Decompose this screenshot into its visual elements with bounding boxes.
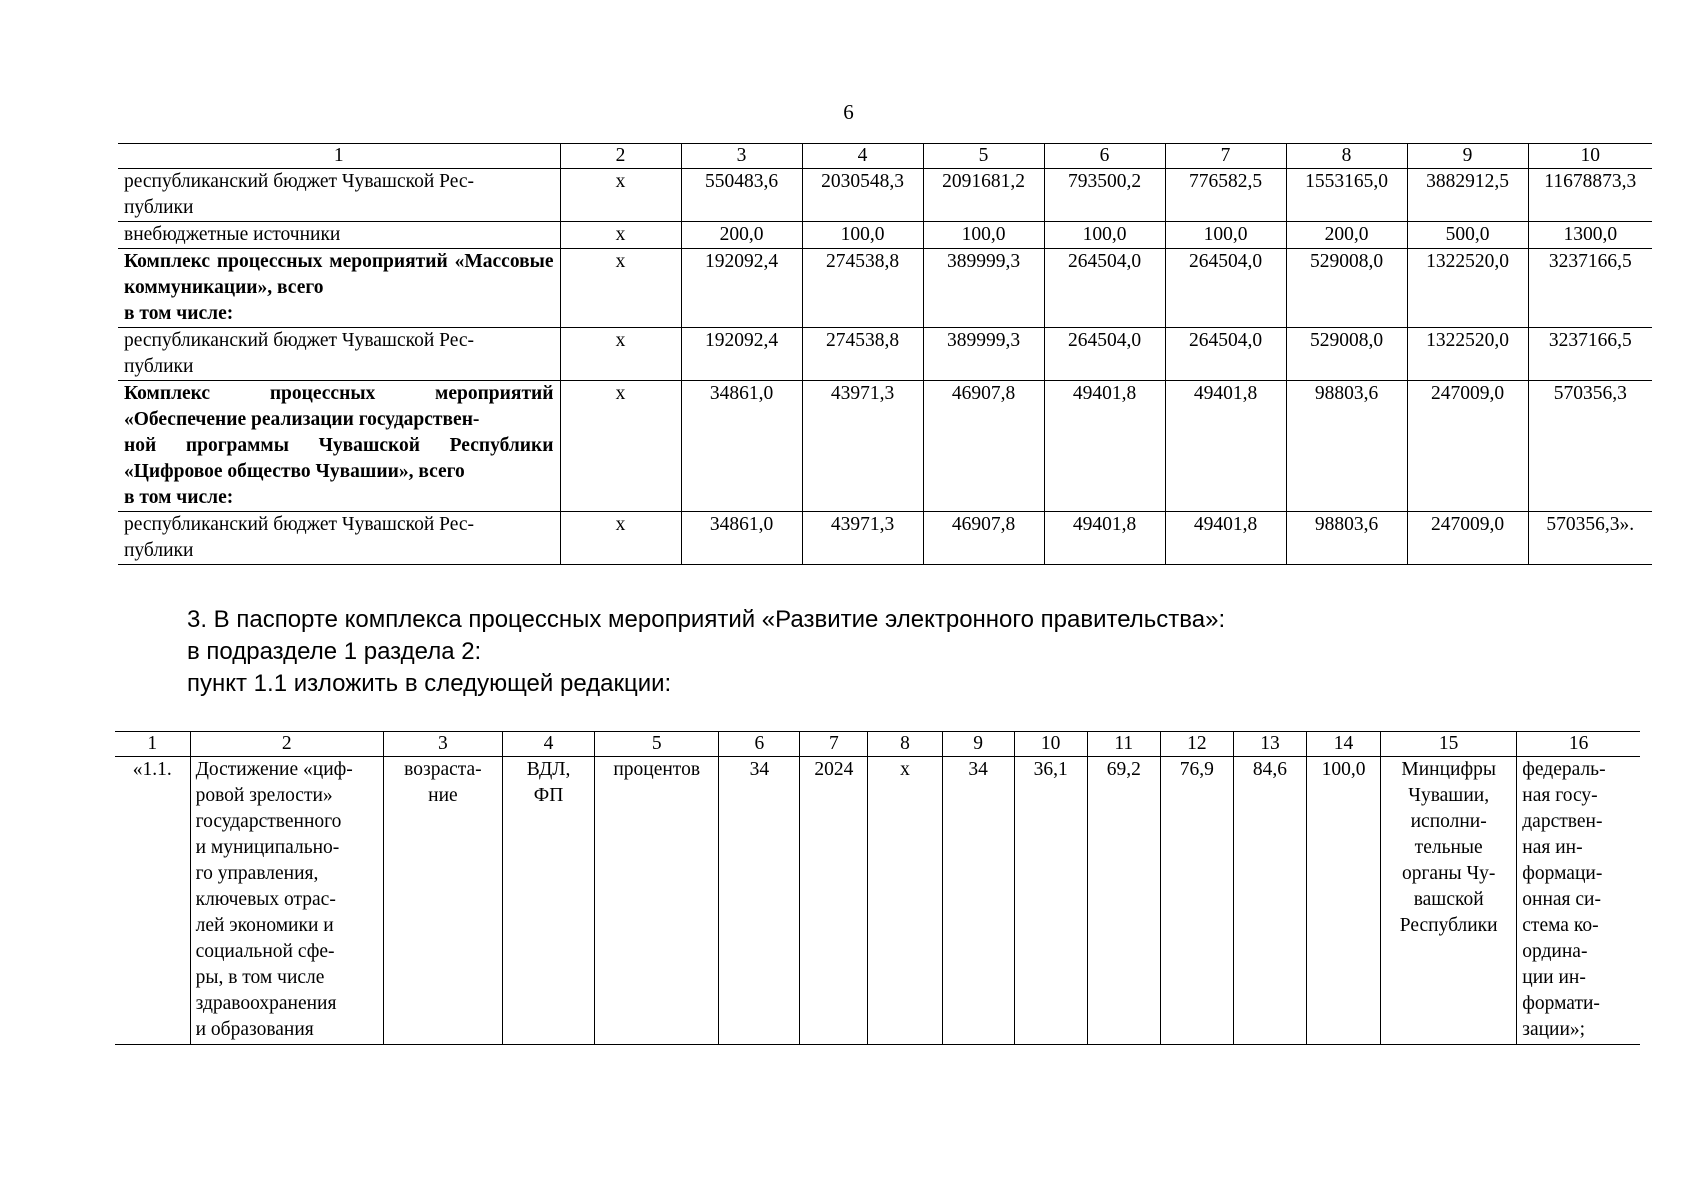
amount-cell: 570356,3».	[1528, 512, 1652, 565]
column-header: 6	[719, 732, 800, 757]
column-header: 3	[383, 732, 502, 757]
value-cell: 34	[942, 757, 1014, 1045]
amount-cell: 43971,3	[802, 381, 923, 512]
value-cell: 34	[719, 757, 800, 1045]
marker-cell: х	[560, 512, 681, 565]
amount-cell: 43971,3	[802, 512, 923, 565]
column-header: 5	[923, 144, 1044, 169]
row-label: Комплекс процессных мероприятий «Массовые коммуникации», всего в том числе:	[118, 249, 560, 328]
indicator-table	[115, 731, 1640, 1045]
paragraph: в подразделе 1 раздела 2:	[187, 638, 482, 665]
amount-cell: 793500,2	[1044, 169, 1165, 222]
column-header: 8	[1286, 144, 1407, 169]
column-header: 4	[802, 144, 923, 169]
value-cell: 76,9	[1160, 757, 1233, 1045]
amount-cell: 100,0	[1165, 222, 1286, 249]
table-header-row	[115, 732, 1640, 757]
table-row	[118, 249, 1652, 328]
amount-cell: 247009,0	[1407, 512, 1528, 565]
amount-cell: 46907,8	[923, 512, 1044, 565]
amount-cell: 34861,0	[681, 512, 802, 565]
column-header: 1	[115, 732, 190, 757]
table-row	[118, 512, 1652, 565]
row-label: республиканский бюджет Чувашской Рес- публики	[118, 328, 560, 381]
amount-cell: 49401,8	[1044, 512, 1165, 565]
row-label: внебюджетные источники	[118, 222, 560, 249]
table-row	[118, 381, 1652, 512]
column-header: 4	[503, 732, 595, 757]
table-header-row	[118, 144, 1652, 169]
amount-cell: 264504,0	[1165, 249, 1286, 328]
column-header: 7	[1165, 144, 1286, 169]
amount-cell: 1300,0	[1528, 222, 1652, 249]
marker-cell: х	[560, 169, 681, 222]
column-header: 7	[800, 732, 868, 757]
amount-cell: 550483,6	[681, 169, 802, 222]
responsible-cell: Минцифры Чувашии, исполни- тельные органы Чу- вашской Республики	[1381, 757, 1517, 1045]
column-header: 16	[1517, 732, 1640, 757]
amount-cell: 264504,0	[1165, 328, 1286, 381]
info-system-cell: федераль- ная госу- дарствен- ная ин- формаци- онная си- стема ко- ордина- ции ин- формати- зации»;	[1517, 757, 1640, 1045]
value-cell: 100,0	[1307, 757, 1381, 1045]
amount-cell: 264504,0	[1044, 249, 1165, 328]
table-row	[118, 169, 1652, 222]
amount-cell: 776582,5	[1165, 169, 1286, 222]
column-header: 14	[1307, 732, 1381, 757]
amount-cell: 100,0	[1044, 222, 1165, 249]
level-cell: ВДЛ, ФП	[503, 757, 595, 1045]
column-header: 5	[595, 732, 719, 757]
indicator-name: Достижение «циф- ровой зрелости» государственного и муниципально- го управления, ключевых отрас- лей экономики и социальной сфе- ры, в том числе здравоохранения и образования	[190, 757, 383, 1045]
column-header: 3	[681, 144, 802, 169]
column-header: 13	[1233, 732, 1306, 757]
amount-cell: 3237166,5	[1528, 328, 1652, 381]
column-header: 9	[1407, 144, 1528, 169]
unit-cell: процентов	[595, 757, 719, 1045]
column-header: 10	[1014, 732, 1087, 757]
page-number: 6	[843, 100, 854, 124]
table-row	[115, 757, 1640, 1045]
amount-cell: 274538,8	[802, 249, 923, 328]
amount-cell: 46907,8	[923, 381, 1044, 512]
amount-cell: 529008,0	[1286, 249, 1407, 328]
paragraph: 3. В паспорте комплекса процессных мероприятий «Развитие электронного правительства»:	[187, 606, 1226, 633]
column-header: 2	[190, 732, 383, 757]
funding-table	[118, 143, 1652, 565]
amount-cell: 570356,3	[1528, 381, 1652, 512]
amount-cell: 192092,4	[681, 249, 802, 328]
amount-cell: 200,0	[1286, 222, 1407, 249]
amount-cell: 500,0	[1407, 222, 1528, 249]
row-label: республиканский бюджет Чувашской Рес- публики	[118, 512, 560, 565]
amount-cell: 1553165,0	[1286, 169, 1407, 222]
column-header: 15	[1381, 732, 1517, 757]
amount-cell: 3237166,5	[1528, 249, 1652, 328]
marker-cell: х	[560, 381, 681, 512]
trend-cell: возраста- ние	[383, 757, 502, 1045]
amount-cell: 200,0	[681, 222, 802, 249]
amount-cell: 389999,3	[923, 328, 1044, 381]
column-header: 9	[942, 732, 1014, 757]
value-cell: 2024	[800, 757, 868, 1045]
amount-cell: 100,0	[923, 222, 1044, 249]
amount-cell: 529008,0	[1286, 328, 1407, 381]
value-cell: х	[868, 757, 942, 1045]
amount-cell: 11678873,3	[1528, 169, 1652, 222]
row-label: республиканский бюджет Чувашской Рес- публики	[118, 169, 560, 222]
marker-cell: х	[560, 222, 681, 249]
item-number: «1.1.	[115, 757, 190, 1045]
column-header: 8	[868, 732, 942, 757]
value-cell: 84,6	[1233, 757, 1306, 1045]
table-row	[118, 328, 1652, 381]
value-cell: 36,1	[1014, 757, 1087, 1045]
amount-cell: 1322520,0	[1407, 328, 1528, 381]
amount-cell: 3882912,5	[1407, 169, 1528, 222]
amount-cell: 1322520,0	[1407, 249, 1528, 328]
amount-cell: 49401,8	[1044, 381, 1165, 512]
amount-cell: 274538,8	[802, 328, 923, 381]
value-cell: 69,2	[1087, 757, 1160, 1045]
row-label: Комплекс процессных мероприятий «Обеспечение реализации государствен- ной программы Чувашской Республики «Цифровое общество Чувашии», всего в том числе:	[118, 381, 560, 512]
amount-cell: 49401,8	[1165, 381, 1286, 512]
column-header: 11	[1087, 732, 1160, 757]
amount-cell: 192092,4	[681, 328, 802, 381]
amount-cell: 2030548,3	[802, 169, 923, 222]
paragraph: пункт 1.1 изложить в следующей редакции:	[187, 670, 672, 697]
marker-cell: х	[560, 249, 681, 328]
amount-cell: 2091681,2	[923, 169, 1044, 222]
amount-cell: 98803,6	[1286, 381, 1407, 512]
amount-cell: 34861,0	[681, 381, 802, 512]
column-header: 2	[560, 144, 681, 169]
amount-cell: 389999,3	[923, 249, 1044, 328]
column-header: 12	[1160, 732, 1233, 757]
marker-cell: х	[560, 328, 681, 381]
amount-cell: 247009,0	[1407, 381, 1528, 512]
amount-cell: 98803,6	[1286, 512, 1407, 565]
column-header: 10	[1528, 144, 1652, 169]
table-row	[118, 222, 1652, 249]
amount-cell: 100,0	[802, 222, 923, 249]
column-header: 1	[118, 144, 560, 169]
amount-cell: 49401,8	[1165, 512, 1286, 565]
column-header: 6	[1044, 144, 1165, 169]
amount-cell: 264504,0	[1044, 328, 1165, 381]
